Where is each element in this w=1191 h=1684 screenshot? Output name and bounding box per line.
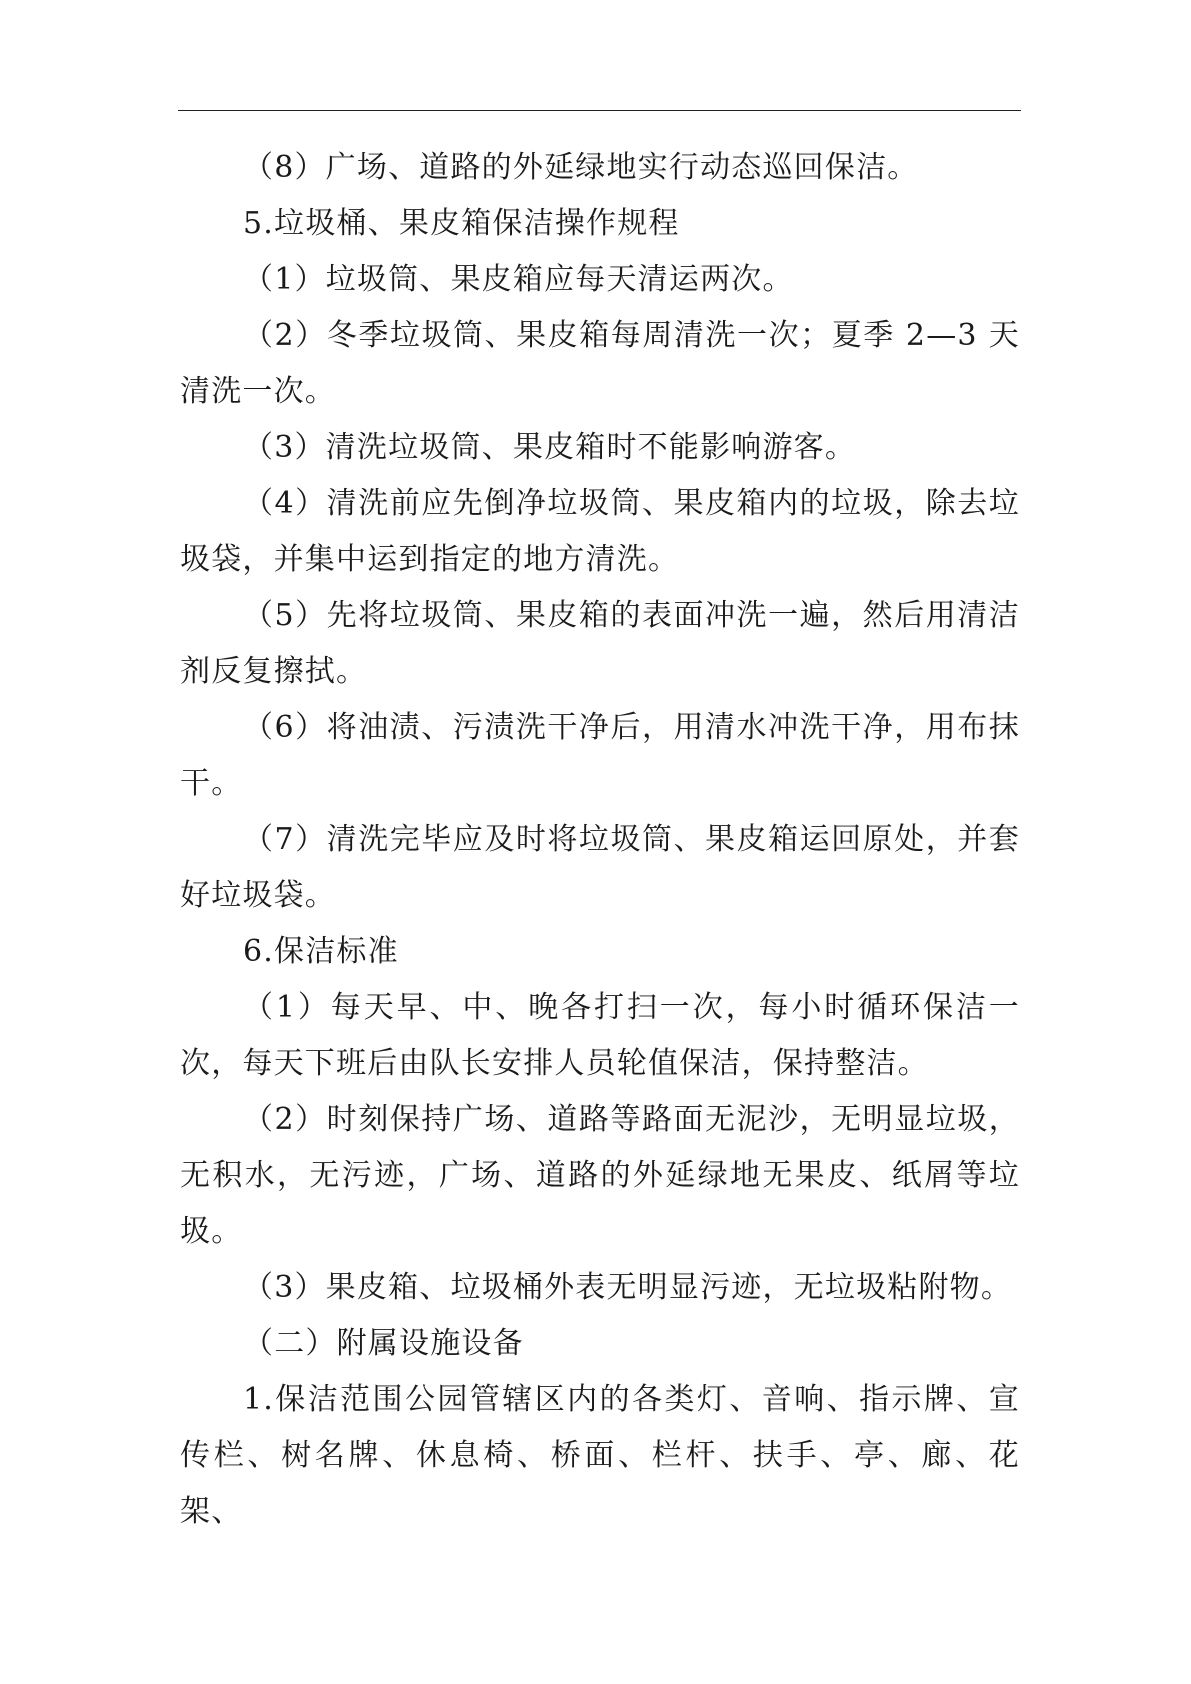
section-heading: （二）附属设施设备 — [243, 1326, 524, 1361]
paragraph: （1）垃圾筒、果皮箱应每天清运两次。 — [243, 262, 794, 297]
paragraph: （8）广场、道路的外延绿地实行动态巡回保洁。 — [243, 150, 919, 185]
section-heading: 5.垃圾桶、果皮箱保洁操作规程 — [243, 206, 680, 241]
paragraph: （3）果皮箱、垃圾桶外表无明显污迹，无垃圾粘附物。 — [243, 1270, 1013, 1305]
paragraph: （4）清洗前应先倒净垃圾筒、果皮箱内的垃圾，除去垃圾袋，并集中运到指定的地方清洗。 — [180, 486, 1020, 577]
paragraph: 1.保洁范围公园管辖区内的各类灯、音响、指示牌、宣传栏、树名牌、休息椅、桥面、栏杆、扶手、亭、廊、花架、 — [180, 1382, 1020, 1529]
header-rule — [178, 110, 1021, 111]
paragraph: （2）时刻保持广场、道路等路面无泥沙，无明显垃圾，无积水，无污迹，广场、道路的外延绿地无果皮、纸屑等垃圾。 — [180, 1102, 1020, 1249]
paragraph: （3）清洗垃圾筒、果皮箱时不能影响游客。 — [243, 430, 857, 465]
paragraph: （5）先将垃圾筒、果皮箱的表面冲洗一遍，然后用清洁剂反复擦拭。 — [180, 598, 1020, 689]
paragraph: （1）每天早、中、晚各打扫一次，每小时循环保洁一次，每天下班后由队长安排人员轮值保洁，保持整洁。 — [180, 990, 1020, 1081]
paragraph: （2）冬季垃圾筒、果皮箱每周清洗一次；夏季 2—3 天清洗一次。 — [180, 318, 1020, 409]
section-heading: 6.保洁标准 — [243, 934, 399, 969]
document-body — [180, 140, 1020, 1540]
paragraph: （7）清洗完毕应及时将垃圾筒、果皮箱运回原处，并套好垃圾袋。 — [180, 822, 1020, 913]
paragraph: （6）将油渍、污渍洗干净后，用清水冲洗干净，用布抹干。 — [180, 710, 1020, 801]
